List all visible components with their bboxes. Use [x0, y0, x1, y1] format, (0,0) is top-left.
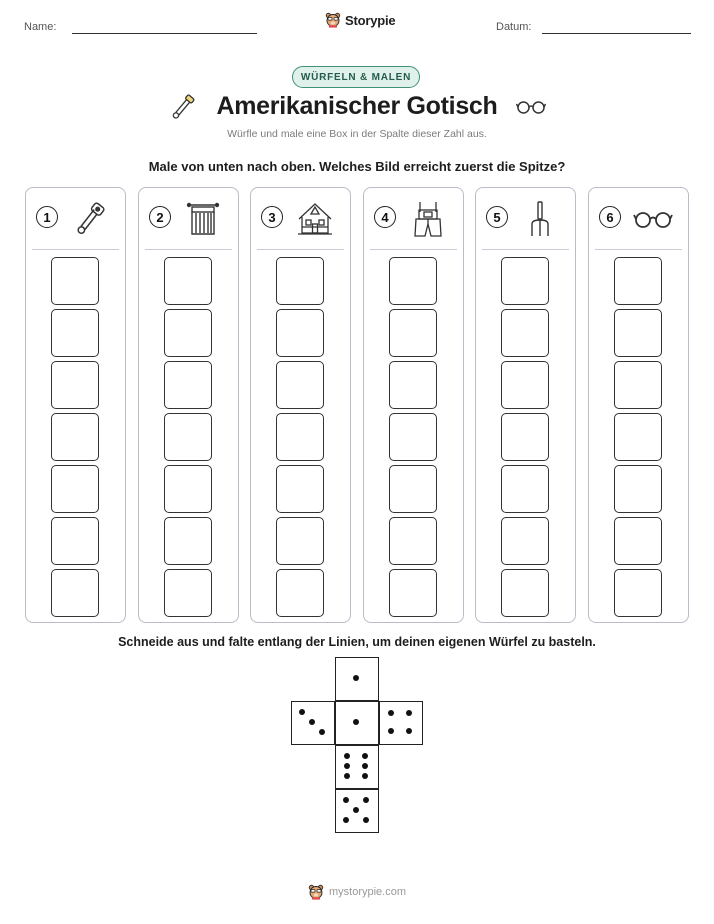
color-box-3-5[interactable]	[276, 361, 324, 409]
column-5	[475, 187, 576, 623]
house-icon	[295, 200, 335, 238]
date-line	[542, 33, 691, 34]
dice-face-1	[335, 657, 379, 701]
name-line	[72, 33, 257, 34]
dice-pip	[343, 797, 349, 803]
color-box-5-3[interactable]	[501, 465, 549, 513]
color-box-6-1[interactable]	[614, 569, 662, 617]
column-2	[138, 187, 239, 623]
column-divider	[595, 249, 682, 250]
color-box-4-2[interactable]	[389, 517, 437, 565]
dice-pip	[344, 763, 350, 769]
color-box-6-7[interactable]	[614, 257, 662, 305]
pitchfork-icon	[520, 200, 560, 238]
color-box-1-4[interactable]	[51, 413, 99, 461]
color-box-2-2[interactable]	[164, 517, 212, 565]
cut-instruction: Schneide aus und falte entlang der Linien, um deinen eigenen Würfel zu basteln.	[118, 635, 596, 649]
column-number: 1	[36, 206, 58, 228]
color-box-6-4[interactable]	[614, 413, 662, 461]
glasses-title-icon	[516, 99, 546, 115]
color-box-2-7[interactable]	[164, 257, 212, 305]
color-box-2-3[interactable]	[164, 465, 212, 513]
color-box-5-7[interactable]	[501, 257, 549, 305]
dice-pip	[343, 817, 349, 823]
color-box-4-3[interactable]	[389, 465, 437, 513]
color-box-5-5[interactable]	[501, 361, 549, 409]
dice-face-1-center	[335, 701, 379, 745]
dice-face-6	[335, 745, 379, 789]
color-box-3-3[interactable]	[276, 465, 324, 513]
column-divider	[145, 249, 232, 250]
dice-face-5	[335, 789, 379, 833]
column-number: 5	[486, 206, 508, 228]
column-number: 4	[374, 206, 396, 228]
column-6	[588, 187, 689, 623]
color-box-5-1[interactable]	[501, 569, 549, 617]
color-box-3-1[interactable]	[276, 569, 324, 617]
dice-pip	[299, 709, 305, 715]
dice-pip	[406, 728, 412, 734]
column-3	[250, 187, 351, 623]
dice-pip	[353, 675, 359, 681]
color-box-3-7[interactable]	[276, 257, 324, 305]
dice-pip	[344, 753, 350, 759]
color-box-3-2[interactable]	[276, 517, 324, 565]
column-number: 6	[599, 206, 621, 228]
overalls-icon	[408, 200, 448, 238]
color-box-5-6[interactable]	[501, 309, 549, 357]
name-label: Name:	[24, 21, 57, 33]
column-divider	[482, 249, 569, 250]
color-box-5-2[interactable]	[501, 517, 549, 565]
column-divider	[257, 249, 344, 250]
column-number: 3	[261, 206, 283, 228]
brand-name: Storypie	[345, 12, 396, 28]
color-box-6-2[interactable]	[614, 517, 662, 565]
curtain-icon	[183, 200, 223, 238]
color-box-2-5[interactable]	[164, 361, 212, 409]
dice-pip	[309, 719, 315, 725]
color-box-1-7[interactable]	[51, 257, 99, 305]
color-box-4-1[interactable]	[389, 569, 437, 617]
page-title: Amerikanischer Gotisch	[216, 92, 498, 120]
color-box-1-6[interactable]	[51, 309, 99, 357]
dice-pip	[344, 773, 350, 779]
footer-url: mystorypie.com	[329, 886, 407, 898]
page-subtitle: Würfle und male eine Box in der Spalte dieser Zahl aus.	[227, 128, 487, 140]
glasses-icon	[633, 200, 673, 238]
column-divider	[370, 249, 457, 250]
dice-pip	[388, 728, 394, 734]
dice-pip	[362, 773, 368, 779]
footer	[308, 884, 406, 900]
color-box-2-4[interactable]	[164, 413, 212, 461]
dice-pip	[353, 807, 359, 813]
brand-logo	[325, 12, 395, 28]
column-divider	[32, 249, 119, 250]
dice-pip	[353, 719, 359, 725]
category-tag: WÜRFELN & MALEN	[292, 66, 420, 88]
safety-pin-icon	[70, 200, 110, 238]
dice-pip	[319, 729, 325, 735]
dice-pip	[388, 710, 394, 716]
color-box-4-5[interactable]	[389, 361, 437, 409]
dice-face-4	[379, 701, 423, 745]
color-box-4-6[interactable]	[389, 309, 437, 357]
column-4	[363, 187, 464, 623]
color-box-6-3[interactable]	[614, 465, 662, 513]
column-number: 2	[149, 206, 171, 228]
color-box-1-1[interactable]	[51, 569, 99, 617]
date-label: Datum:	[496, 21, 532, 33]
dice-face-3	[291, 701, 335, 745]
dice-pip	[363, 817, 369, 823]
color-box-6-6[interactable]	[614, 309, 662, 357]
bear-mascot-icon	[325, 12, 341, 28]
dice-pip	[406, 710, 412, 716]
color-box-2-1[interactable]	[164, 569, 212, 617]
dice-pip	[362, 763, 368, 769]
dice-pip	[363, 797, 369, 803]
color-box-1-3[interactable]	[51, 465, 99, 513]
instruction-text: Male von unten nach oben. Welches Bild erreicht zuerst die Spitze?	[148, 159, 566, 174]
color-box-5-4[interactable]	[501, 413, 549, 461]
color-box-1-5[interactable]	[51, 361, 99, 409]
color-box-6-5[interactable]	[614, 361, 662, 409]
color-box-1-2[interactable]	[51, 517, 99, 565]
dice-pip	[362, 753, 368, 759]
color-box-2-6[interactable]	[164, 309, 212, 357]
color-box-3-4[interactable]	[276, 413, 324, 461]
color-box-3-6[interactable]	[276, 309, 324, 357]
color-box-4-7[interactable]	[389, 257, 437, 305]
column-1	[25, 187, 126, 623]
bear-mascot-icon	[308, 884, 324, 900]
color-box-4-4[interactable]	[389, 413, 437, 461]
